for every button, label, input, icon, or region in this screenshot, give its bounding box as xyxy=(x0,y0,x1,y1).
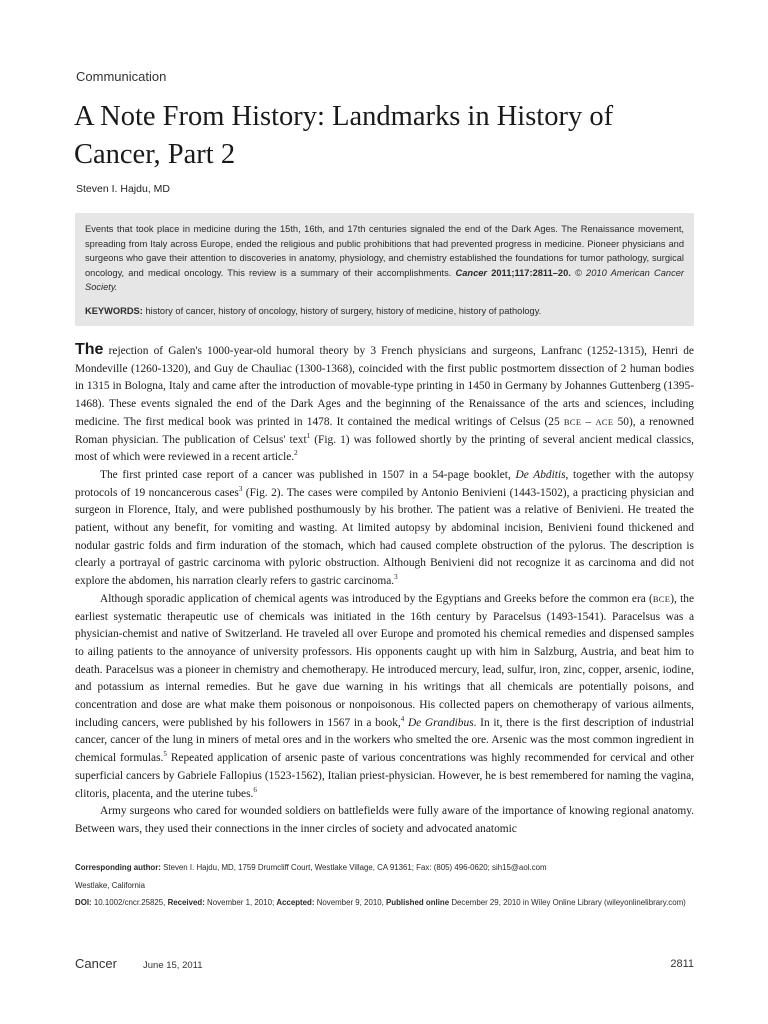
copyright: © 2010 American Cancer Society. xyxy=(85,267,684,293)
reference-marker: 2 xyxy=(294,449,298,458)
reference-marker: 1 xyxy=(306,431,311,440)
affiliation: Westlake, California xyxy=(75,880,146,890)
corresponding-author: Corresponding author: Steven I. Hajdu, MD, 1759 Drumcliff Court, Westlake Village, CA 91361; Fax: (805) 496-0620; sih15@aol.com xyxy=(75,863,547,872)
abstract-box xyxy=(75,213,694,326)
keywords-list: history of cancer, history of oncology, history of surgery, history of medicine, history of pathology. xyxy=(145,305,542,316)
reference-marker: 5 xyxy=(163,750,167,759)
keywords-label: KEYWORDS: xyxy=(85,305,143,316)
abstract-text: Events that took place in medicine during the 15th, 16th, and 17th centuries signaled the end of the Dark Ages. The Renaissance movement, spreading from Italy across Europe, ended the religious and public prohibitions that had prevented progress in medicine. Pioneer physicians and surgeons who gave their attention to discoveries in anatomy, physiology, and chemistry established the foundations for tumor pathology, surgical oncology, and medical oncology. This review is a summary of their accomplishments. Cancer 2011;117:2811–20. © 2010 American Cancer Society. xyxy=(85,224,684,293)
reference-marker: 3 xyxy=(394,573,398,582)
footnotes xyxy=(75,862,694,915)
body-paragraph-1: The rejection of Galen's 1000-year-old humoral theory by 3 French physicians and surgeons, Lanfranc (1252-1315), Henri de Mondeville (1260-1320), and Guy de Chauliac (1300-1368), coincided with the first public postmortem dissection of 2 human bodies in 1315 in Bologna, Italy and came after the introduction of movable-type printing in 1450 in Germany by Johannes Guttenberg (1395-1468). These events signaled the end of the Dark Ages and the beginning of the Renaissance of the arts and sciences, including medicine. The first medical book was printed in 1478. It contained the medical writings of Celsus (25 BCE – ACE 50), a renowned Roman physician. The publication of Celsus' text$^1$ (Fig. 1) was followed shortly by the printing of several ancient medical classics, most of which were reviewed in a recent article.$^2$ xyxy=(75,341,695,464)
author-byline: Steven I. Hajdu, MD xyxy=(76,183,170,195)
body-paragraph-3: Although sporadic application of chemical agents was introduced by the Egyptians and Greeks before the common era (BCE), the earliest systematic therapeutic use of chemicals was initiated in the 16th century by Paracelsus (1493-1541). Paracelsus was a physician-chemist and native of Switzerland. He traveled all over Europe and promoted his chemical remedies and dispensed samples to ailing patients to the annoyance of university professors. His opponents caught up with him in Salzburg, Austria, and beat him to death. Paracelsus was a pioneer in chemistry and chemotherapy. He introduced mercury, lead, sulfur, iron, zinc, copper, arsenic, iodine, and potassium as internal remedies. But he gave due warning in his writings that all chemicals are potentially poisons, and concentration and dose are what make them poisonous or nonpoisonous. His collected papers on chemotherapy of various ailments, including cancers, were published by his followers in 1567 in a book,$^4$ De Grandibus. In it, there is the first description of industrial cancer, cancer of the lung in miners of metal ores and in the workers who smelted the ore. Arsenic was the most common ingredient in chemical formulas.$^5$ Repeated application of arsenic paste of various concentrations was highly recommended for cervical and other superficial cancers by Gabriele Fallopius (1523-1562), Italian priest-physician. However, he is best remembered for naming the vagina, clitoris, placenta, and the uterine tubes.$^6$ xyxy=(75,592,695,800)
footer-journal-name: Cancer xyxy=(75,956,117,971)
reference-marker: 4 xyxy=(400,714,405,723)
body-text xyxy=(75,341,694,839)
reference-marker: 6 xyxy=(253,785,257,794)
citation-ref: 2011;117:2811–20. xyxy=(491,267,571,278)
footer-issue-date: June 15, 2011 xyxy=(143,960,203,971)
reference-marker: 3 xyxy=(238,484,243,493)
body-paragraph-2: The first printed case report of a cancer was published in 1507 in a 54-page booklet, De Abditis, together with the autopsy protocols of 19 noncancerous cases$^3$ (Fig. 2). The cases were compiled by Antonio Benivieni (1443-1502), a practicing physician and surgeon in Florence, Italy, and were published posthumously by his brother. The patient was a relative of Benivieni. He treated the patient, without any benefit, for vomiting and wasting. At limited autopsy by abdominal incision, Benivieni found thickened and nodular gastric folds and firm induration of the stomach, which had caused complete obstruction of the pylorus. The description is clearly a portrayal of gastric carcinoma with pyloric obstruction. Although Benivieni did not recognize it as carcinoma and did not explore the abdomen, his narration clearly refers to gastric carcinoma.$^3$ xyxy=(75,468,694,588)
page-number: 2811 xyxy=(670,958,694,970)
body-paragraph-4: Army surgeons who cared for wounded soldiers on battlefields were fully aware of the importance of knowing regional anatomy. Between wars, they used their connections in the inner circles of society and advocated anatomic xyxy=(75,805,694,835)
keywords xyxy=(85,304,684,319)
article-title: A Note From History: Landmarks in History of Cancer, Part 2 xyxy=(74,101,614,170)
publication-info: DOI: 10.1002/cncr.25825, Received: November 1, 2010; Accepted: November 9, 2010, Published online December 29, 2010 in Wiley Online Library (wileyonlinelibrary.com) xyxy=(75,898,686,907)
lead-word: The xyxy=(75,341,104,358)
section-label: Communication xyxy=(76,69,167,84)
citation-journal: Cancer xyxy=(455,267,488,278)
